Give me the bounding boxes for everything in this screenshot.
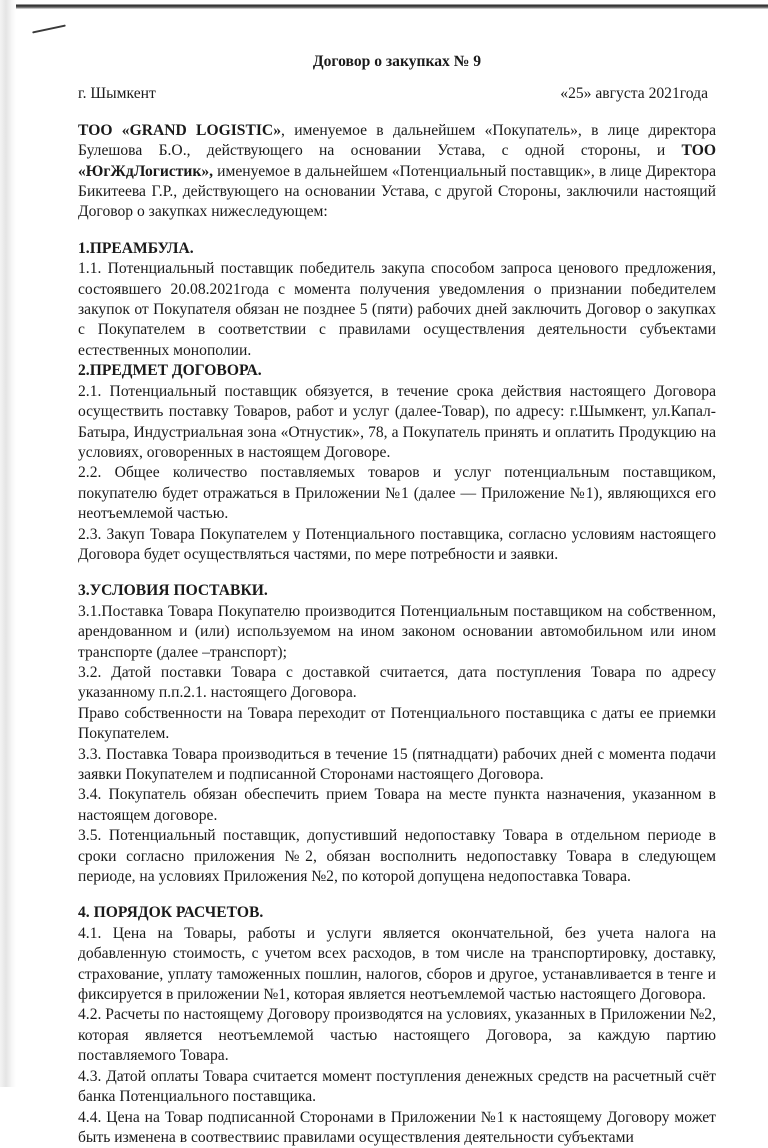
- section-preamble: [78, 239, 716, 361]
- section-heading: 2.ПРЕДМЕТ ДОГОВОРА.: [78, 361, 716, 381]
- clause: 3.3. Поставка Товара производиться в течение 15 (пятнадцати) рабочих дней с момента подачи заявки Покупателем и подписанной Сторонами настоящего Договора.: [78, 745, 716, 786]
- intro-text-part2: именуемое в дальнейшем «Потенциальный поставщик», в лице Директора Бикитеева Г.Р., действующего на основании Устава, с другой Стороны, заключили настоящий Договор о закупках нижеследующем:: [78, 163, 716, 221]
- contract-date: «25» августа 2021года: [560, 84, 716, 104]
- clause: 3.1.Поставка Товара Покупателю производится Потенциальным поставщиком на собственном, арендованном и (или) используемом на ином законом основании автомобильном или ином транспорте (далее –транспорт);: [78, 602, 716, 663]
- clause: 4.3. Датой оплаты Товара считается момент поступления денежных средств на расчетный счёт банка Потенциального поставщика.: [78, 1067, 716, 1108]
- section-heading: 4. ПОРЯДОК РАСЧЕТОВ.: [78, 903, 716, 923]
- buyer-name: ТОО «GRAND LOGISTIC»: [78, 122, 281, 139]
- clause: 4.4. Цена на Товар подписанной Сторонами в Приложении №1 к настоящему Договору может быть изменена в соотвествиис правилами осуществления деятельности субъектами: [78, 1108, 716, 1148]
- section-payment-terms: [78, 903, 716, 1148]
- section-delivery-terms: [78, 581, 716, 887]
- clause: 4.1. Цена на Товары, работы и услуги является окончательной, без учета налога на добавленную стоимость, с учетом всех расходов, в том числе на транспортировку, доставку, страхование, уплату таможенных пошлин, налогов, сборов и другое, устанавливается в тенге и фиксируется в приложении №1, которая является неотъемлемой частью настоящего Договора.: [78, 924, 716, 1006]
- intro-paragraph: [78, 121, 716, 223]
- supplier-name: ТОО «ЮгЖдЛогистик»,: [78, 142, 716, 179]
- clause: 2.3. Закуп Товара Покупателем у Потенциального поставщика, согласно условиям настоящего Договора будет осуществляться частями, по мере потребности и заявки.: [78, 525, 716, 566]
- spacer: [78, 887, 716, 903]
- clause: 4.2. Расчеты по настоящему Договору производятся на условиях, указанных в Приложении №2, которая является неотъемлемой частью настоящего Договора, за каждую партию поставляемого Товара.: [78, 1005, 716, 1066]
- spacer: [78, 565, 716, 581]
- pen-stroke-mark: [32, 24, 66, 33]
- clause: Право собственности на Товара переходит от Потенциального поставщика с даты ее приемки Покупателем.: [78, 704, 716, 745]
- clause: 3.4. Покупатель обязан обеспечить прием Товара на месте пункта назначения, указанном в настоящем договоре.: [78, 785, 716, 826]
- scan-border-left: [0, 0, 16, 1087]
- document-title: Договор о закупках № 9: [78, 52, 716, 72]
- clause: 2.1. Потенциальный поставщик обязуется, в течение срока действия настоящего Договора осуществить поставку Товаров, работ и услуг (далее-Товар), по адресу: г.Шымкент, ул.Капал-Батыра, Индустриальная зона «Отнустик», 78, а Покупатель принять и оплатить Продукцию на условиях, оговоренных в настоящем Договоре.: [78, 382, 716, 464]
- city: г. Шымкент: [78, 84, 156, 104]
- clause: 3.2. Датой поставки Товара с доставкой считается, дата поступления Товара по адресу указанному п.п.2.1. настоящего Договора.: [78, 663, 716, 704]
- scan-border-top: [0, 0, 768, 9]
- clause: 1.1. Потенциальный поставщик победитель закупа способом запроса ценового предложения, состоявшего 20.08.2021года с момента получения уведомления о признании победителем закупок от Покупателя обязан не позднее 5 (пяти) рабочих дней заключить Договор о закупках с Покупателем в соответствии с правилами осуществления деятельности субъектами естественных монополии.: [78, 259, 716, 361]
- intro-text-part1: , именуемое в дальнейшем «Покупатель», в лице директора Булешова Б.О., действующего на основании Устава, с одной стороны, и: [78, 122, 716, 159]
- section-heading: 3.УСЛОВИЯ ПОСТАВКИ.: [78, 581, 716, 601]
- document-page: [78, 52, 716, 1148]
- city-date-line: [78, 84, 716, 104]
- clause: 2.2. Общее количество поставляемых товаров и услуг потенциальным поставщиком, покупателю будет отражаться в Приложении №1 (далее — Приложение №1), являющихся его неотъемлемой частью.: [78, 463, 716, 524]
- clause: 3.5. Потенциальный поставщик, допустивший недопоставку Товара в отдельном периоде в сроки согласно приложения №2, обязан восполнить недопоставку Товара в следующем периоде, на условиях Приложения №2, по которой допущена недопоставка Товара.: [78, 826, 716, 887]
- section-heading: 1.ПРЕАМБУЛА.: [78, 239, 716, 259]
- section-subject: [78, 361, 716, 565]
